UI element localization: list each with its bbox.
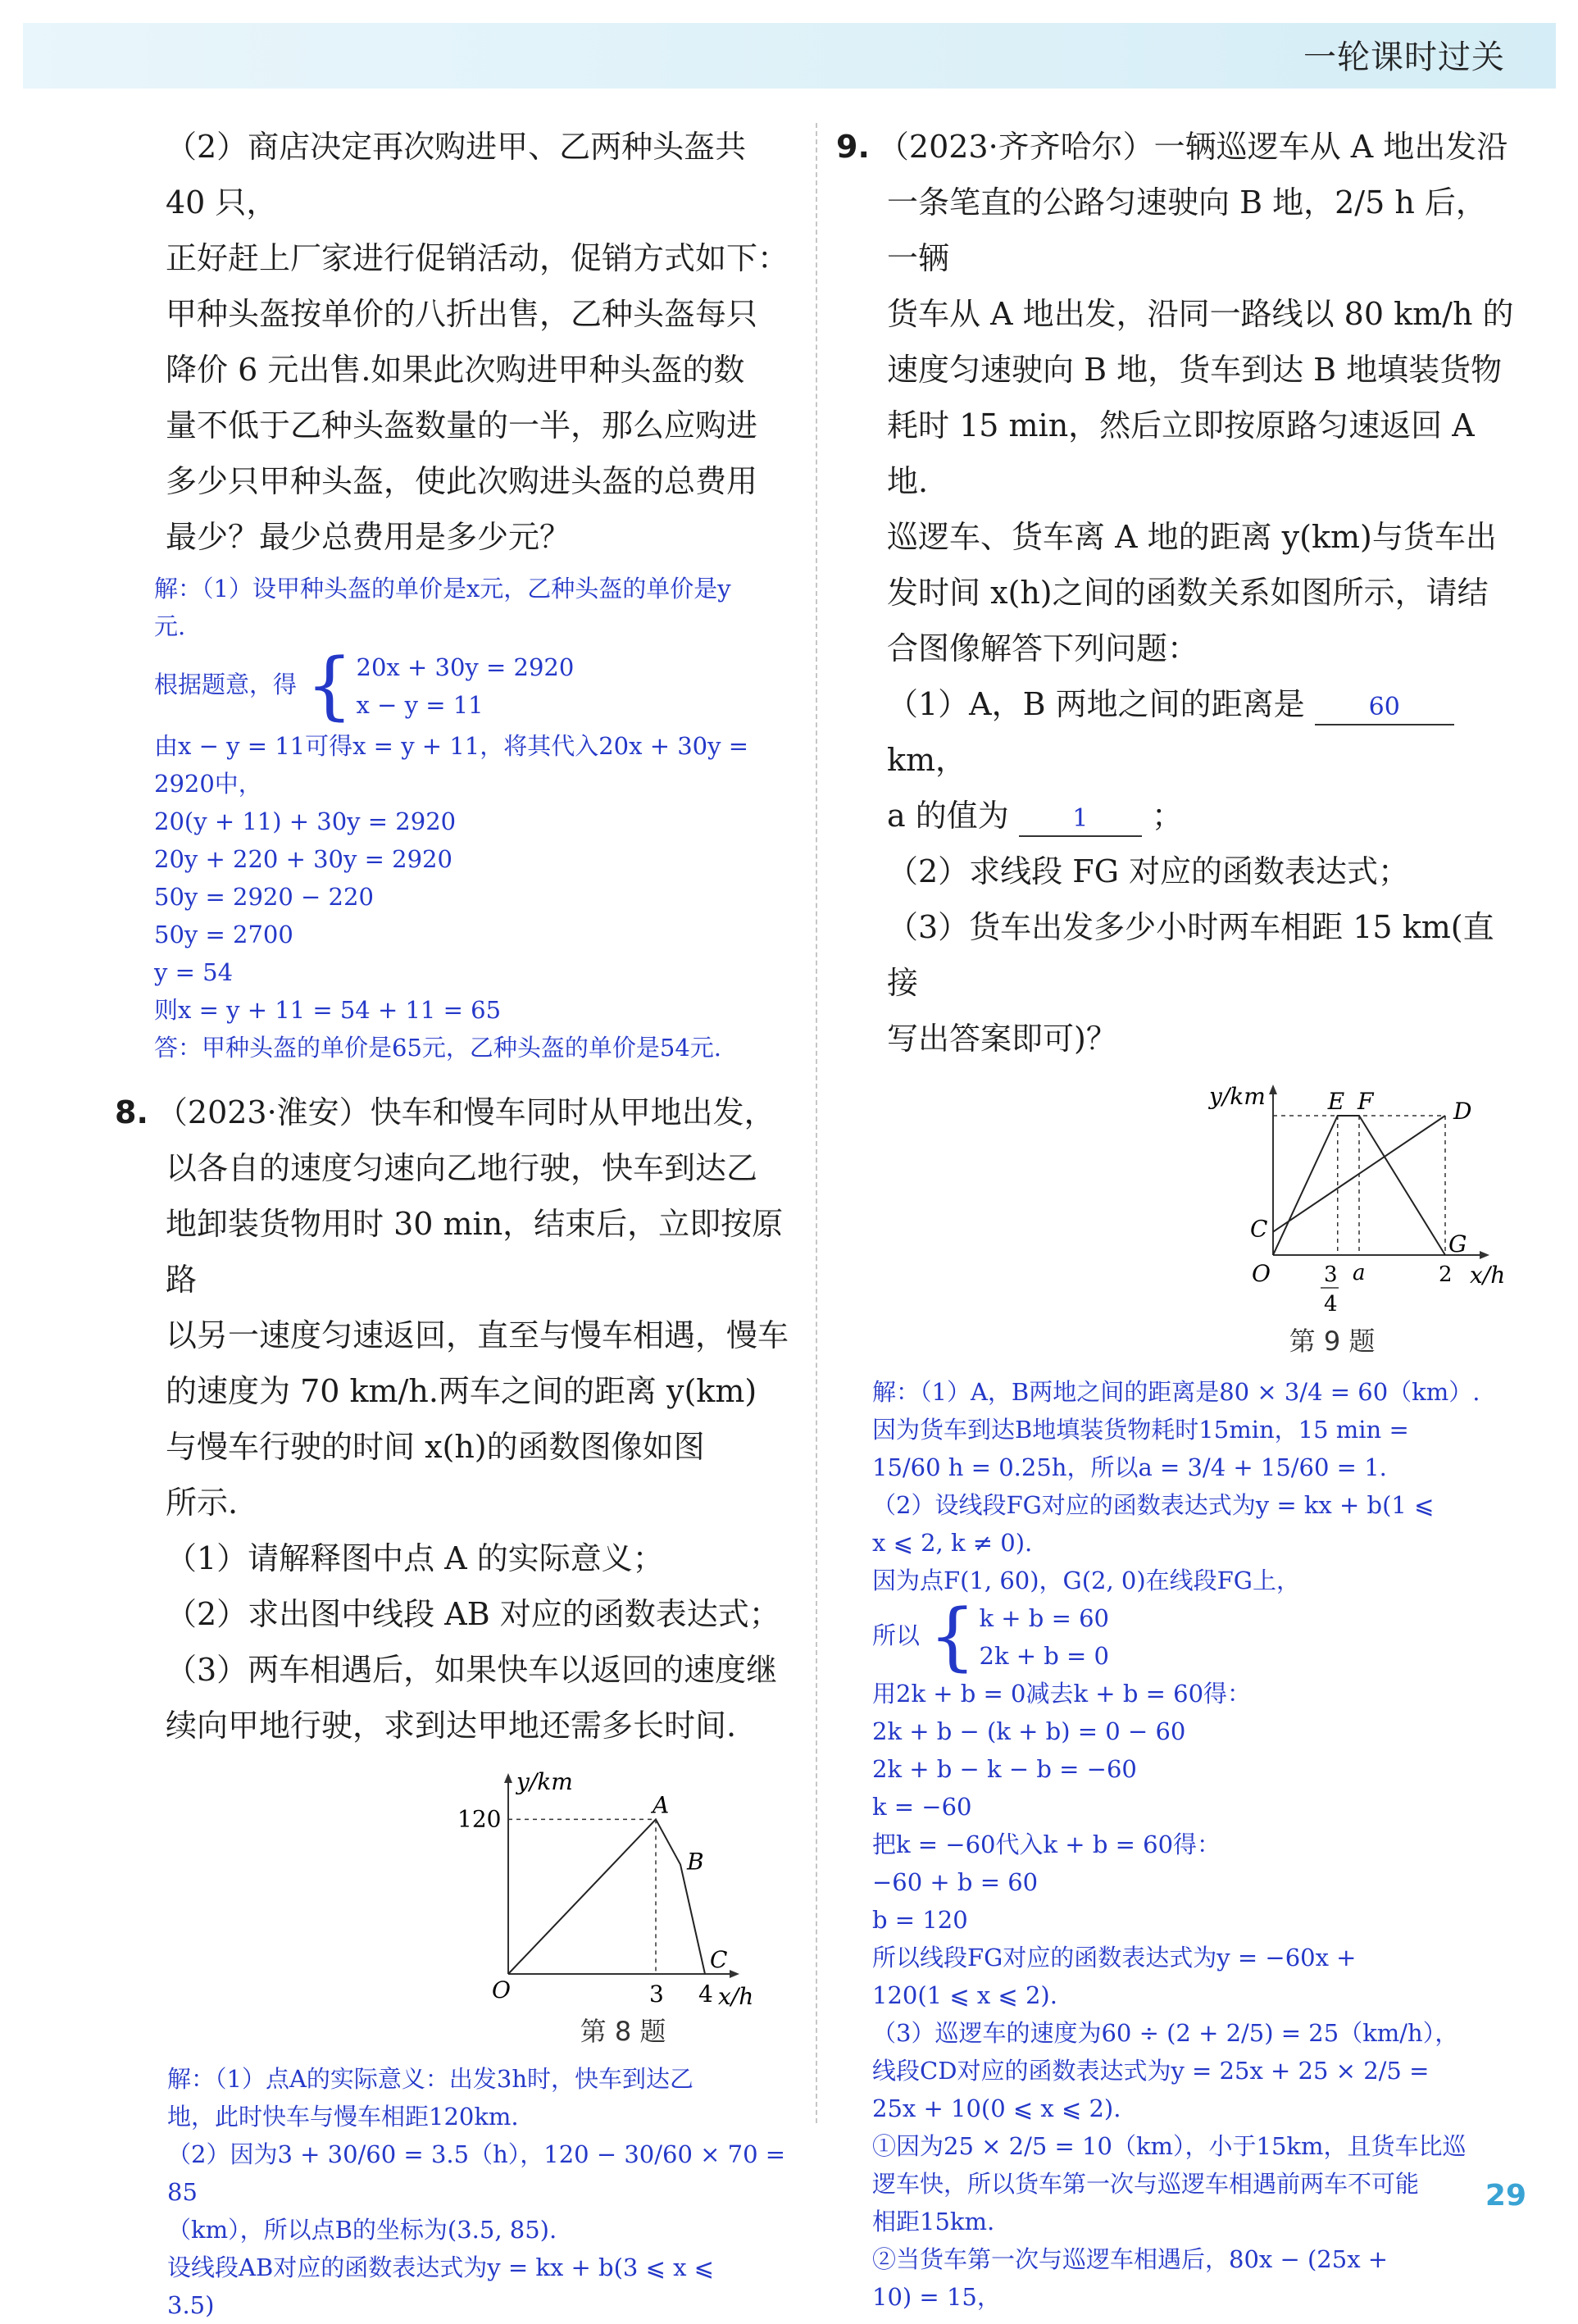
answer-line: 解：（1）点A的实际意义：出发3h时，快车到达乙 (167, 2065, 694, 2093)
q9-part3b: 写出答案即可)？ (887, 1021, 1117, 1057)
left-column (115, 119, 795, 2324)
q7-part2 (115, 119, 795, 565)
q9-line: 速度匀速驶向 B 地，货车到达 B 地填装货物 (887, 352, 1503, 388)
q8-line: （2023·淮安）快车和慢车同时从甲地出发， (156, 1094, 775, 1130)
y-axis-arrow-icon (504, 1773, 512, 1783)
series-line (508, 1819, 705, 1974)
origin-label: O (1252, 1260, 1271, 1287)
answer-line: 120(1 ⩽ x ⩽ 2). (872, 1981, 1057, 2009)
q8-line: 所示. (166, 1485, 239, 1521)
page-header (23, 23, 1556, 89)
point-label-e: E (1327, 1088, 1345, 1115)
y-tick-label: 120 (457, 1805, 502, 1833)
x-axis-arrow-icon (730, 1970, 739, 1978)
q8-line: 地卸装货物用时 30 min，结束后，立即按原路 (166, 1206, 784, 1298)
answer-line: 50y = 2700 (154, 921, 293, 948)
answer-line: 设线段AB对应的函数表达式为y = kx + b(3 ⩽ x ⩽ (167, 2254, 714, 2281)
answer-line: −60 + b = 60 (872, 1868, 1039, 1896)
q7-line: （2）商店决定再次购进甲、乙两种头盔共 40 只， (166, 129, 747, 221)
answer-line: 逻车快，所以货车第一次与巡逻车相遇前两车不可能 (872, 2170, 1420, 2198)
system-eq: 2k + b = 0 (979, 1642, 1110, 1670)
q9-line: 发时间 x(h)之间的函数关系如图所示，请结 (887, 575, 1489, 611)
q9-line: 耗时 15 min，然后立即按原路匀速返回 A 地. (887, 407, 1475, 499)
answer-line: 答：甲种头盔的单价是65元，乙种头盔的单价是54元. (154, 1034, 722, 1062)
q8-line: 以另一速度匀速返回，直至与慢车相遇，慢车 (166, 1317, 789, 1353)
q8-answer (115, 2060, 795, 2324)
point-label-d: D (1453, 1098, 1472, 1125)
q7-line: 最少？最少总费用是多少元？ (166, 519, 571, 555)
figure-9-graph (1209, 1075, 1521, 1321)
x-axis-label: x/h (718, 1983, 754, 2010)
answer-line: 相距15km. (872, 2208, 995, 2235)
q7-line: 量不低于乙种头盔数量的一半，那么应购进 (166, 407, 758, 443)
point-label-b: B (687, 1848, 704, 1876)
brace-icon: { (306, 643, 353, 729)
y-axis-label: y/km (516, 1768, 573, 1795)
x-tick-label: 3 (649, 1981, 664, 2008)
answer-line: 元. (154, 612, 186, 640)
x-tick-a: a (1353, 1261, 1366, 1285)
brace-icon: { (929, 1594, 976, 1680)
q9-line: 合图像解答下列问题： (887, 630, 1199, 666)
x-axis-label: x/h (1470, 1262, 1506, 1289)
equation-system (154, 643, 795, 729)
q9-answer (836, 1373, 1517, 2316)
q9-part1b: a 的值为 1 ； (836, 788, 1517, 844)
answer-line: x ⩽ 2, k ≠ 0). (872, 1529, 1033, 1557)
system-eq: x − y = 11 (356, 691, 484, 719)
q9-line: 巡逻车、货车离 A 地的距离 y(km)与货车出 (887, 519, 1497, 555)
x-tick-label: 4 (698, 1981, 713, 2008)
answer-line: 则x = y + 11 = 54 + 11 = 65 (154, 996, 502, 1024)
answer-line: b = 120 (872, 1906, 968, 1934)
answer-line: y = 54 (154, 958, 234, 986)
answer-line: （2）因为3 + 30/60 = 3.5（h），120 − 30/60 × 70 = 85 (167, 2140, 786, 2206)
question-number: 9. (836, 129, 870, 165)
answer-line: 3.5) (167, 2291, 215, 2319)
q7-line: 多少只甲种头盔，使此次购进头盔的总费用 (166, 463, 758, 499)
answer-line: 20y + 220 + 30y = 2920 (154, 845, 452, 873)
q9-line: （2023·齐齐哈尔）一辆巡逻车从 A 地出发沿 (877, 129, 1508, 165)
answer-line: 因为货车到达B地填装货物耗时15min，15 min = (872, 1416, 1409, 1444)
q7-answer (115, 570, 795, 1066)
answer-line: 10) = 15， (872, 2283, 1001, 2311)
answer-line: 2k + b − (k + b) = 0 − 60 (872, 1717, 1186, 1745)
answer-line: 线段CD对应的函数表达式为y = 25x + 25 × 2/5 = (872, 2057, 1430, 2085)
answer-line: （2）设线段FG对应的函数表达式为y = kx + b(1 ⩽ (872, 1491, 1435, 1519)
answer-blank: 60 (1315, 691, 1454, 725)
q9-line: 一条笔直的公路匀速驶向 B 地，2/5 h 后，一辆 (887, 184, 1487, 276)
q8-line: 续向甲地行驶，求到达甲地还需多长时间. (166, 1708, 737, 1744)
figure-8 (457, 1765, 762, 2011)
point-label-c: C (710, 1946, 728, 1973)
answer-line: 50y = 2920 − 220 (154, 883, 374, 911)
q8-line: （1）请解释图中点 A 的实际意义； (166, 1540, 664, 1576)
q9-part3: （3）货车出发多少小时两车相距 15 km(直接 (887, 909, 1494, 1001)
system-eq: 20x + 30y = 2920 (356, 653, 575, 681)
answer-line: 因为点F(1, 60)，G(2, 0)在线段FG上， (872, 1567, 1300, 1594)
answer-line: ①因为25 × 2/5 = 10（km），小于15km，且货车比巡 (872, 2132, 1467, 2160)
answer-line: （3）巡逻车的速度为60 ÷ (2 + 2/5) = 25（km/h）， (872, 2019, 1459, 2047)
question-9 (836, 119, 1517, 1066)
equation-system (872, 1594, 1517, 1680)
answer-blank: 1 (1019, 803, 1142, 837)
answer-line: 15/60 h = 0.25h，所以a = 3/4 + 15/60 = 1. (872, 1453, 1387, 1481)
q8-line: （2）求出图中线段 AB 对应的函数表达式； (166, 1596, 780, 1632)
question-8 (115, 1085, 795, 1753)
system-prefix: 根据题意，得 (154, 671, 298, 698)
answer-line: 2k + b − k − b = −60 (872, 1755, 1137, 1783)
point-label-f: F (1357, 1088, 1374, 1115)
y-axis-arrow-icon (1269, 1085, 1277, 1094)
q8-line: 以各自的速度匀速向乙地行驶，快车到达乙 (166, 1150, 758, 1186)
system-eq: k + b = 60 (979, 1604, 1110, 1632)
answer-line: k = −60 (872, 1793, 972, 1821)
answer-line: 所以线段FG对应的函数表达式为y = −60x + (872, 1944, 1357, 1972)
point-label-g: G (1448, 1230, 1467, 1258)
header-title: 一轮课时过关 (1303, 39, 1505, 76)
q7-line: 甲种头盔按单价的八折出售，乙种头盔每只 (166, 296, 758, 332)
answer-line: 由x − y = 11可得x = y + 11，将其代入20x + 30y = (154, 732, 749, 760)
q9-line: 货车从 A 地出发，沿同一路线以 80 km/h 的 (887, 296, 1514, 332)
q8-line: 的速度为 70 km/h.两车之间的距离 y(km) (166, 1373, 757, 1409)
answer-line: 解：（1）A，B两地之间的距离是80 × 3/4 = 60（km）. (872, 1378, 1480, 1406)
q7-line: 正好赶上厂家进行促销活动，促销方式如下： (166, 240, 789, 276)
answer-line: 2920中， (154, 770, 262, 798)
answer-line: 解：（1）设甲种头盔的单价是x元，乙种头盔的单价是y (154, 575, 731, 603)
question-number: 8. (115, 1094, 148, 1130)
q9-part2: （2）求线段 FG 对应的函数表达式； (887, 853, 1410, 889)
figure-8-caption: 第 8 题 (580, 2016, 666, 2047)
x-axis-arrow-icon (1480, 1251, 1489, 1259)
x-tick-2: 2 (1439, 1262, 1453, 1287)
q7-line: 降价 6 元出售.如果此次购进甲种头盔的数 (166, 352, 745, 388)
page-number: 29 (1485, 2179, 1526, 2213)
answer-line: 用2k + b = 0减去k + b = 60得： (872, 1680, 1252, 1708)
q8-line: （3）两车相遇后，如果快车以返回的速度继 (166, 1652, 778, 1688)
right-column (836, 119, 1517, 2316)
answer-line: 把k = −60代入k + b = 60得： (872, 1831, 1221, 1858)
figure-9 (1209, 1075, 1521, 1321)
figure-9-caption: 第 9 题 (1289, 1326, 1376, 1357)
column-divider (816, 123, 817, 2123)
point-label-a: A (653, 1791, 670, 1819)
origin-label: O (492, 1976, 511, 2003)
x-tick-frac-num: 3 (1324, 1262, 1338, 1287)
point-label-c: C (1250, 1215, 1268, 1243)
q8-line: 与慢车行驶的时间 x(h)的函数图像如图 (166, 1429, 705, 1465)
system-prefix: 所以 (872, 1621, 921, 1649)
answer-line: 25x + 10(0 ⩽ x ⩽ 2). (872, 2094, 1121, 2122)
figure-8-graph (457, 1765, 762, 2011)
x-tick-frac-den: 4 (1324, 1292, 1338, 1317)
answer-line: 20(y + 11) + 30y = 2920 (154, 807, 457, 835)
answer-line: （km），所以点B的坐标为(3.5, 85). (167, 2216, 557, 2244)
answer-line: 地，此时快车与慢车相距120km. (167, 2103, 519, 2131)
y-axis-label: y/km (1209, 1083, 1266, 1110)
answer-line: ②当货车第一次与巡逻车相遇后，80x − (25x + (872, 2245, 1389, 2273)
q9-part1: （1）A，B 两地之间的距离是 60 km， (836, 676, 1517, 788)
